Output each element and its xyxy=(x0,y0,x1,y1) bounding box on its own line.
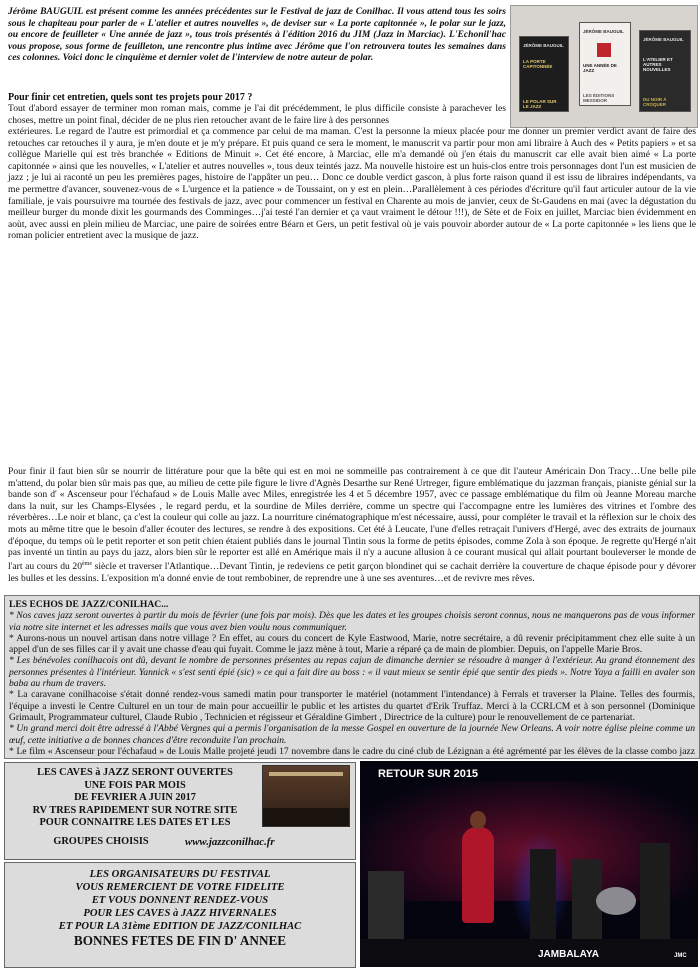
website-link[interactable]: www.jazzconilhac.fr xyxy=(185,836,275,848)
announcement-last-line: GROUPES CHOISIS xyxy=(53,836,149,847)
echos-heading: LES ECHOS DE JAZZ/CONILHAC... xyxy=(9,599,169,610)
singer-dress xyxy=(462,827,494,923)
answer-paragraph-2 xyxy=(8,466,696,584)
echos-box xyxy=(4,595,700,759)
red-square-decoration xyxy=(597,43,611,57)
saxophonist xyxy=(640,843,670,939)
announcement-line: RV TRES RAPIDEMENT SUR NOTRE SITE xyxy=(32,804,238,816)
thanks-box xyxy=(4,862,356,968)
book-footer: LE POLAR SUR LE JAZZ xyxy=(523,99,557,110)
photo-credit: JMC xyxy=(674,953,687,959)
announcement-line: UNE FOIS PAR MOIS xyxy=(84,779,186,791)
echo-item: * Aurons-nous un nouvel artisan dans notre village ? En effet, au cours du concert de Kyle Eastwood, Marie, notre secrétaire, a dû revenir précipitamment chez elle suite à un appel d'un de ses filles car il y avait une chasse d'eau qui fuyait. Comme le jazz mène à tout, Marie a réparé ça de main de plombier. Depuis, on l'appelle Marie Bros. xyxy=(9,632,695,656)
thanks-line: ET VOUS DONNENT RENDEZ-VOUS xyxy=(91,895,269,906)
announcement-line: POUR CONNAITRE LES DATES ET LES xyxy=(39,817,231,829)
book-author: JÉRÔME BAUGUIL xyxy=(523,43,564,48)
book-author: JÉRÔME BAUGUIL xyxy=(643,37,684,42)
thanks-line: LES ORGANISATEURS DU FESTIVAL xyxy=(89,869,271,880)
book-title: UNE ANNÉE DE JAZZ xyxy=(583,63,617,74)
book-title: LA PORTE CAPITONNÉE xyxy=(523,59,553,70)
answer-paragraph-1-start: Tout d'abord essayer de terminer mon roman mais, comme je l'ai dit précédemment, le plus difficile consiste à parachever les choses, mettre un point final, décider de ne plus rien retoucher avant de le faire lire à des personnes xyxy=(8,103,506,126)
answer-paragraph-1-cont: extérieures. Le regard de l'autre est primordial et ça commence par celui de ma maman. C'est la personne la mieux placée pour me donner un premier verdict avant de faire des retouches car retouches il y aura, je m'en doute et je m'y prépare. Et puis quand ce sera le moment, le manuscrit va partir pour mon ami libraire à Auch des « Petits papiers » et sa collègue Marielle qui est très branchée « Editions de Minuit ». Cet été encore, à Marciac, elle m'a demandé où j'en étais du manuscrit car elle avait bien aimé « La porte capitonnée » ainsi que les nouvelles, « L'atelier et autres nouvelles », tous deux teintés jazz. Ma nouvelle histoire est un huis-clos entre trois personnages dont l'un est musicien de jazz ; je lui ai raconté un peu les premières pages, histoire de l'appâter un peu… Donc ce double verdict gascon, à plus forte raison quand il est issu de libraires indépendants, va me permettre d'avancer, souvenez-vous de « L'urgence et la patience » de Toussaint, on y est en plein…Parallèlement à ces périodes d'écriture qu'il faut articuler autour de la vie familiale, je vais poursuivre ma tournée des festivals de jazz, avec pour commencer un festival en Charente au mois de janvier, ceux de St-Gaudens en mai (avec la dégustation du meilleur burger du monde dixit les gourmands des Comminges…j'ai testé l'an dernier et ça vaut vraiment le détour !!!), de Sète et de Foix en juillet, Marciac bien évidemment en aoùt, avec aussi en plein milieu de Marciac, une paire de soirées entre Béarn et Gers, un petit festival où je vais pouvoir aborder autour de « La porte capitonnée » les liens que le roman policier entretient avec la musique de jazz. xyxy=(8,126,696,242)
echo-item: * Le film « Ascenseur pour l'échafaud » de Louis Malle projeté jeudi 17 novembre dans le cadre du ciné club de Lézignan a été agrémenté par les élèves de la classe combo jazz xyxy=(9,745,695,757)
book-author: JÉRÔME BAUGUIL xyxy=(583,29,624,34)
echo-item: * Nos caves jazz seront ouvertes à partir du mois de février (une fois par mois). Dès que les dates et les groupes choisis seront connus, nous ne manquerons pas de vous informer via notre site internet et les adresses mails que vous avez bien voulu nous communiquer. xyxy=(9,610,695,633)
stage-lights xyxy=(269,772,343,776)
book-covers-photo xyxy=(510,5,698,128)
pianist xyxy=(368,871,404,943)
superscript-eme: ème xyxy=(82,560,92,567)
audience-silhouettes xyxy=(263,808,349,826)
answer-p2-text: Pour finir il faut bien sûr se nourrir de littérature pour que la bête qui est en moi ne sommeille pas contrairement à ce que dit l'auteur Américain Don Tracy…Une belle pile m'attend, du polar bien sûr mais pas que, au milieu de cette pile figure le livre d'Agnès Desarthe sur René Urtreger, figure emblématique du jazzman français, pianiste génial sur la bande son d' « Ascenseur pour l'échafaud » de Louis Malle avec Miles, enregistrée les 4 et 5 décembre 1957, avec ce passage emblématique du film où Jeanne Moreau marche dans la nuit, sur les Champs-Elysées , le regard perdu, et la sourdine de Miles derrière, comme un spectre qui l'accompagne entre les lumières des vitrines et l'ombre des réverbères…Le noir et blanc, ça c'est la couleur qui colle au jazz. La nourriture cinématographique m'est nécessaire, aussi, pour compléter le travail et la réflexion sur le choix des mots au même titre que le besoin d'aller écouter des lectures, se rendre à des expositions. Cet été à Leucate, l'une d'elles retraçait l'univers d'Hergé, avec des extraits de journaux d'époque, du temps où le petit reporter et son petit chien étaient publiés dans le journal Tintin sous la forme de petits épisodes, comme Zola à son époque. Je regrette qu'Hergé n'ait pas inventé un tintin au pays du jazz, alors bien sûr le reporter est allé en Amérique mais il n'y a aucune allusion à ce courant musical qui allait pourtant bouleverser le monde de l'art au cours du 20 xyxy=(8,466,696,572)
concert-photo xyxy=(360,761,698,967)
cave-jazz-photo xyxy=(262,765,350,827)
bassist xyxy=(530,849,556,939)
book-cover-atelier xyxy=(639,30,691,112)
thanks-line: ET POUR LA 31ème EDITION DE JAZZ/CONILHAC xyxy=(58,921,302,932)
echo-item: * Un grand merci doit être adressé à l'Abbé Vergnes qui a permis l'organisation de la messe Gospel en ouverture de la journée New Orleans. A voir notre église pleine comme un œuf, cette initiative a de bonnes chances d'être reconduite l'an prochain. xyxy=(9,723,695,746)
thanks-line: POUR LES CAVES à JAZZ HIVERNALES xyxy=(83,908,277,919)
interview-question: Pour finir cet entretien, quels sont tes projets pour 2017 ? xyxy=(8,92,253,103)
announcement-line: DE FEVRIER A JUIN 2017 xyxy=(74,792,196,804)
book-footer: LES ÉDITIONS MESSIDOR xyxy=(583,93,615,104)
answer-p2-end: siècle et traverser l'Atlantique…Devant Tintin, je redeviens ce petit garçon blondinet qui se cachait derrière la couverture de chaque épisode pour y dévorer les bulles et les dessins. L'exposition m'a donné envie de tout rembobiner, de reprendre une à une ses aventures…et de revivre mes rêves. xyxy=(8,560,696,584)
echo-item: * Les bénévoles conilhacois ont dû, devant le nombre de personnes présentes au repas cajun de dimanche dernier se résoudre à manger à l'extérieur. Au grand étonnement des personnes présentes à l'intérieur. Yannick « s'est senti épié (sic) » ce qui a fait dire au boss : « il vaut mieux se sentir épié que sentir des pieds ». Notre Yaya a failli en avaler son baba au rhum de travers. xyxy=(9,655,695,690)
stage-floor xyxy=(360,939,698,967)
drum-set xyxy=(596,887,636,915)
singer-head xyxy=(470,811,486,829)
announcement-lines xyxy=(9,767,261,830)
thanks-line: VOUS REMERCIENT DE VOTRE FIDELITE xyxy=(75,882,285,893)
book-cover-porte-capitonnee xyxy=(519,36,569,112)
band-name: JAMBALAYA xyxy=(538,949,599,960)
book-cover-annee-de-jazz xyxy=(579,22,631,106)
book-footer: DU NOIR À CROQUER xyxy=(643,97,667,108)
echo-item: * La caravane conilhacoise s'était donné rendez-vous samedi matin pour transporter le matériel (notamment l'intendance) à Ferrals et traverser la Plaine. Telles des fourmis, l'équipe a investi le Centre Culturel en un tour de main pour accueillir le public et les artistes du quartet d'Erik Truffaz. Merci à la CCRLCM et à son personnel (Dominique Grimault, Programmateur culturel, Claude Rubio , Technicien et régisseur et Géraldine Gimbert , Directrice de la culture) pour le renouvellement de ce partenariat. xyxy=(9,689,695,723)
intro-paragraph: Jérôme BAUGUIL est présent comme les années précédentes sur le Festival de jazz de Conilhac. Il vous attend tous les soirs sous le chapiteau pour parler de « L'atelier et autres nouvelles », de deviser sur « La porte capitonnée », le polar sur le jazz, ou encore de feuilleter « Une année de jazz », tous trois présentés à l'édition 2016 du JIM (Jazz in Marciac). L'Echonil'hac vous propose, sous forme de feuilleton, une rencontre plus intime avec Jérôme que l'on retrouvera toutes les semaines dans ces colonnes. Voici donc le cinquième et dernier volet de l'interview de notre auteur de polar. xyxy=(8,6,506,64)
concert-caption: RETOUR SUR 2015 xyxy=(378,768,479,780)
announcement-line: LES CAVES à JAZZ SERONT OUVERTES xyxy=(37,767,233,778)
season-greetings: BONNES FETES DE FIN D' ANNEE xyxy=(73,933,287,948)
book-title: L'ATELIER ET AUTRES NOUVELLES xyxy=(643,57,673,73)
